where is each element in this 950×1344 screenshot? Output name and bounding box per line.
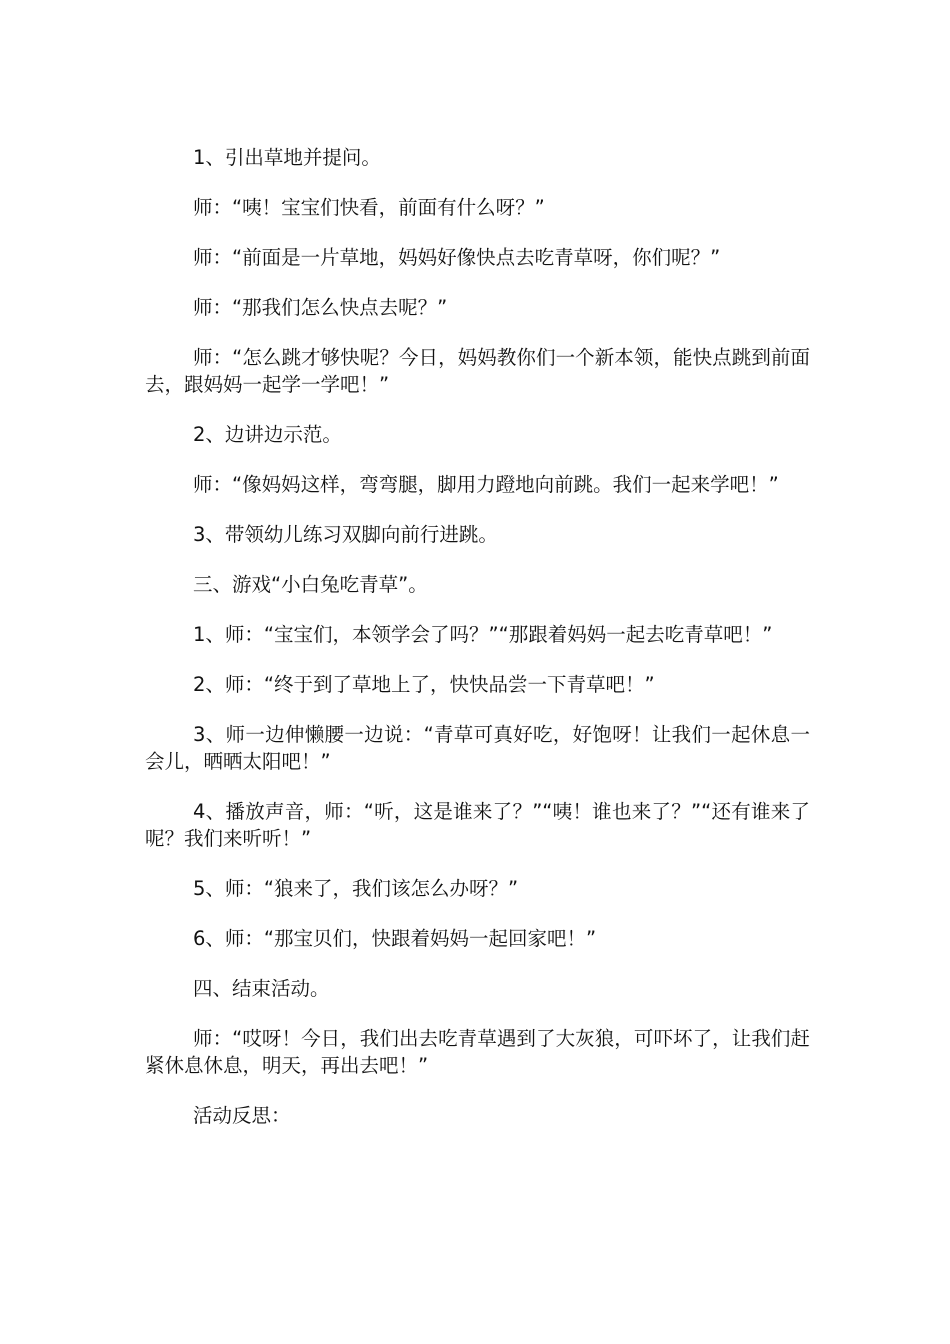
paragraph-teacher-look-ahead: 师：“咦！宝宝们快看，前面有什么呀？” xyxy=(193,196,545,219)
section-heading-ending: 四、结束活动。 xyxy=(193,977,330,1000)
paragraph-step-3-practice: 3、带领幼儿练习双脚向前行进跳。 xyxy=(193,523,498,546)
document-body xyxy=(145,144,810,1152)
paragraph-teacher-closing: 师：“哎呀！今日，我们出去吃青草遇到了大灰狼，可吓坏了，让我们赶紧休息休息，明天，再出去吧！” xyxy=(145,1027,810,1077)
paragraph-game-step-1: 1、师：“宝宝们，本领学会了吗？”“那跟着妈妈一起去吃青草吧！” xyxy=(193,623,773,646)
paragraph-teacher-grassland: 师：“前面是一片草地，妈妈好像快点去吃青草呀，你们呢？” xyxy=(193,246,721,269)
paragraph-step-2-demonstrate: 2、边讲边示范。 xyxy=(193,423,342,446)
paragraph-teacher-new-skill: 师：“怎么跳才够快呢？今日，妈妈教你们一个新本领，能快点跳到前面去，跟妈妈一起学一学吧！” xyxy=(145,346,810,396)
section-heading-reflection: 活动反思： xyxy=(193,1104,291,1127)
paragraph-game-step-2: 2、师：“终于到了草地上了，快快品尝一下青草吧！” xyxy=(193,673,655,696)
paragraph-game-step-5: 5、师：“狼来了，我们该怎么办呀？” xyxy=(193,877,519,900)
paragraph-game-step-3: 3、师一边伸懒腰一边说：“青草可真好吃，好饱呀！让我们一起休息一会儿，晒晒太阳吧！” xyxy=(145,723,810,773)
paragraph-game-step-6: 6、师：“那宝贝们，快跟着妈妈一起回家吧！” xyxy=(193,927,597,950)
paragraph-step-1-intro-grass: 1、引出草地并提问。 xyxy=(193,146,381,169)
paragraph-teacher-jump-demo: 师：“像妈妈这样，弯弯腿，脚用力蹬地向前跳。我们一起来学吧！” xyxy=(193,473,779,496)
paragraph-teacher-how-fast: 师：“那我们怎么快点去呢？” xyxy=(193,296,448,319)
paragraph-game-step-4: 4、播放声音，师：“听，这是谁来了？”“咦！谁也来了？”“还有谁来了呢？我们来听听！” xyxy=(145,800,810,850)
section-heading-game: 三、游戏“小白兔吃青草”。 xyxy=(193,573,428,596)
